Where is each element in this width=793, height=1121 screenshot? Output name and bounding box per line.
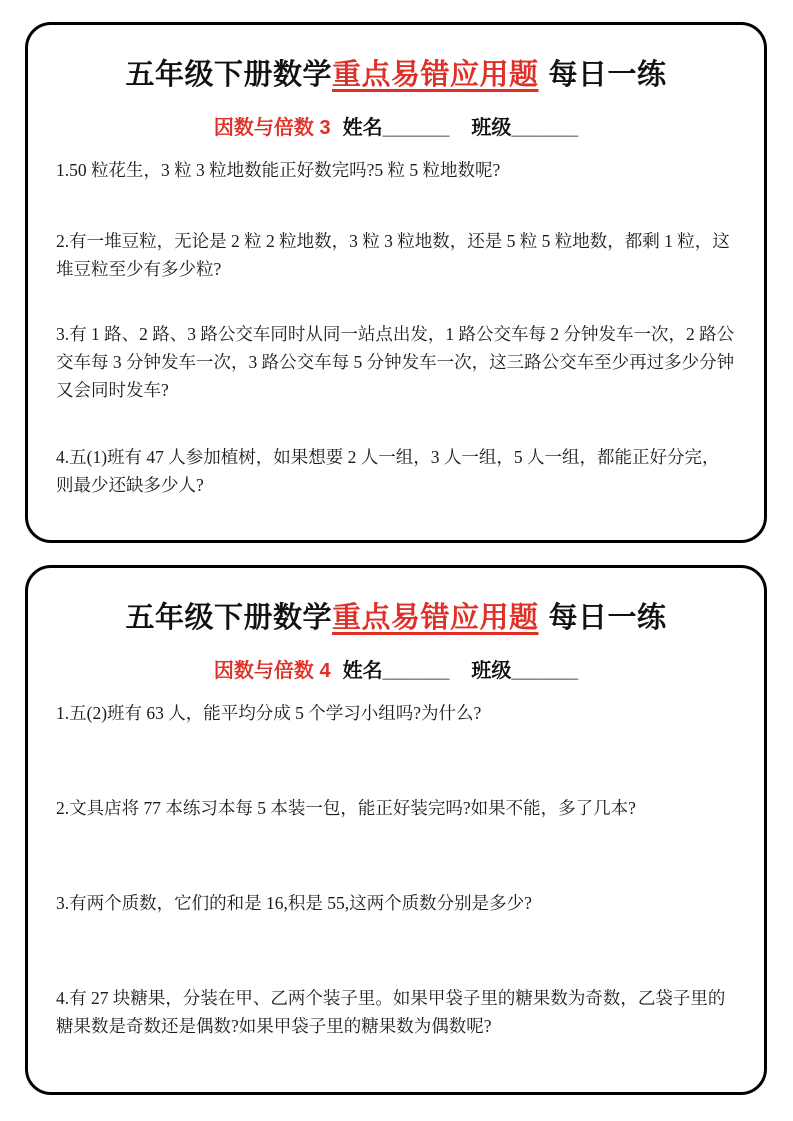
question-item: 3.有两个质数，它们的和是 16,积是 55,这两个质数分别是多少?: [56, 892, 532, 913]
name-blank: ______: [382, 659, 450, 682]
question-item: 4.五(1)班有 47 人参加植树，如果想要 2 人一组，3 人一组，5 人一组，都能正好分完，则最少还缺多少人?: [56, 446, 720, 495]
question-item: 1.五(2)班有 63 人，能平均分成 5 个学习小组吗?为什么?: [56, 702, 482, 723]
question-list: [56, 156, 736, 499]
lesson-tag: 因数与倍数 3: [213, 116, 331, 139]
class-label: 班级: [471, 659, 512, 682]
question-item: 1.50 粒花生，3 粒 3 粒地数能正好数完吗?5 粒 5 粒地数呢?: [56, 159, 501, 180]
question-item: 2.有一堆豆粒，无论是 2 粒 2 粒地数，3 粒 3 粒地数，还是 5 粒 5 粒地数，都剩 1 粒，这堆豆粒至少有多少粒?: [56, 230, 730, 279]
question-item: 3.有 1 路、2 路、3 路公交车同时从同一站点出发，1 路公交车每 2 分钟发车一次，2 路公交车每 3 分钟发车一次，3 路公交车每 5 分钟发车一次，这三路公交车至少再过多少分钟又会同时发车?: [56, 323, 735, 400]
title-suffix: 每日一练: [548, 602, 667, 635]
lesson-tag: 因数与倍数 4: [213, 659, 331, 682]
worksheet-title: [56, 56, 736, 94]
worksheet-card-1: [25, 22, 767, 543]
class-label: 班级: [471, 116, 512, 139]
class-blank: ______: [511, 659, 579, 682]
title-highlight: 重点易错应用题: [331, 59, 539, 92]
name-label: 姓名: [342, 116, 383, 139]
title-prefix: 五年级下册数学: [125, 59, 332, 92]
name-label: 姓名: [342, 659, 383, 682]
question-item: 2.文具店将 77 本练习本每 5 本装一包，能正好装完吗?如果不能，多了几本?: [56, 797, 636, 818]
worksheet-subtitle: [56, 114, 736, 142]
worksheet-card-2: [25, 565, 767, 1095]
title-suffix: 每日一练: [548, 59, 667, 92]
worksheet-subtitle: [56, 657, 736, 685]
question-list: [56, 699, 736, 1040]
title-prefix: 五年级下册数学: [125, 602, 332, 635]
title-highlight: 重点易错应用题: [331, 602, 539, 635]
class-blank: ______: [511, 116, 579, 139]
worksheet-title: [56, 599, 736, 637]
question-item: 4.有 27 块糖果，分装在甲、乙两个装子里。如果甲袋子里的糖果数为奇数，乙袋子里的糖果数是奇数还是偶数?如果甲袋子里的糖果数为偶数呢?: [56, 987, 726, 1036]
name-blank: ______: [382, 116, 450, 139]
